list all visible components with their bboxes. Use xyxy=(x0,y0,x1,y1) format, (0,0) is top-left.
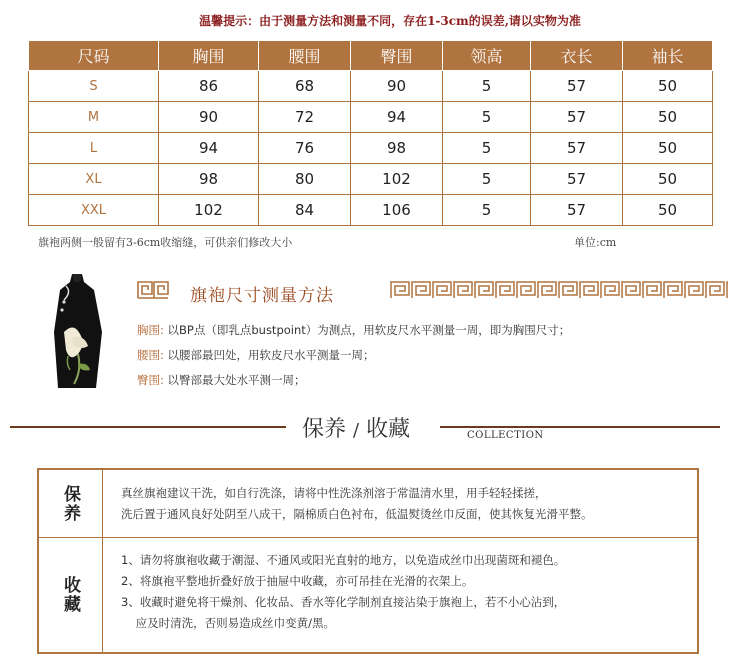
greek-key-border-icon xyxy=(390,281,728,299)
store-key xyxy=(39,538,103,652)
table-cell: 57 xyxy=(531,133,623,164)
table-cell: 86 xyxy=(159,71,259,102)
header-collar: 领高 xyxy=(443,41,531,71)
wash-line: 洗后置于通风良好处阴至八成干，隔棉质白色衬布，低温熨烫丝巾反面，使其恢复光滑平整。 xyxy=(121,507,593,521)
table-row xyxy=(29,164,713,195)
table-cell: 102 xyxy=(351,164,443,195)
table-cell: 94 xyxy=(351,102,443,133)
waist-label: 腰围: xyxy=(137,348,164,362)
table-row xyxy=(29,102,713,133)
table-cell: 50 xyxy=(623,71,713,102)
header-size: 尺码 xyxy=(29,41,159,71)
table-cell: 106 xyxy=(351,195,443,226)
hip-text: 以臀部最大处水平测一周； xyxy=(163,373,306,387)
store-text xyxy=(121,550,565,634)
divider-right xyxy=(440,426,720,428)
table-cell: 90 xyxy=(159,102,259,133)
hip-method-line xyxy=(137,372,306,388)
table-cell: 50 xyxy=(623,133,713,164)
table-cell: 57 xyxy=(531,195,623,226)
table-cell: 72 xyxy=(259,102,351,133)
care-section-title xyxy=(302,412,410,443)
table-cell: 94 xyxy=(159,133,259,164)
table-cell: 68 xyxy=(259,71,351,102)
qipao-illustration-icon xyxy=(44,272,110,392)
table-cell: 57 xyxy=(531,102,623,133)
size-cell: L xyxy=(29,133,159,164)
store-line: 1、请勿将旗袍收藏于潮湿、不通风或阳光直射的地方，以免造成丝巾出现菌斑和褪色。 xyxy=(121,553,566,567)
table-note: 旗袍两侧一般留有3-6cm收缩缝，可供亲们修改大小 xyxy=(38,236,293,249)
table-cell: 57 xyxy=(531,164,623,195)
table-cell: 76 xyxy=(259,133,351,164)
table-row xyxy=(29,71,713,102)
store-line: 2、将旗袍平整地折叠好放于抽屉中收藏，亦可吊挂在光滑的衣架上。 xyxy=(121,574,474,588)
wash-row xyxy=(39,470,697,538)
size-table xyxy=(28,40,713,226)
bust-text: 以BP点（即乳点bustpoint）为测点，用软皮尺水平测量一周，即为胸围尺寸； xyxy=(163,323,571,337)
greek-key-ornament-icon xyxy=(137,281,169,299)
table-cell: 5 xyxy=(443,195,531,226)
hip-label: 臀围: xyxy=(137,373,164,387)
store-row xyxy=(39,538,697,652)
table-cell: 80 xyxy=(259,164,351,195)
table-cell: 50 xyxy=(623,102,713,133)
care-title-slash: / xyxy=(353,420,360,441)
care-title-b: 收藏 xyxy=(366,417,411,442)
table-cell: 5 xyxy=(443,164,531,195)
table-cell: 5 xyxy=(443,71,531,102)
header-waist: 腰围 xyxy=(259,41,351,71)
table-cell: 90 xyxy=(351,71,443,102)
wash-key xyxy=(39,470,103,537)
measure-method-title: 旗袍尺寸测量方法 xyxy=(190,286,334,306)
divider-left xyxy=(10,426,286,428)
header-length: 衣长 xyxy=(531,41,623,71)
size-cell: S xyxy=(29,71,159,102)
table-cell: 50 xyxy=(623,164,713,195)
table-cell: 84 xyxy=(259,195,351,226)
size-cell: XL xyxy=(29,164,159,195)
table-row xyxy=(29,195,713,226)
table-cell: 5 xyxy=(443,133,531,164)
store-key-label: 收藏 xyxy=(60,576,80,614)
table-cell: 102 xyxy=(159,195,259,226)
table-row xyxy=(29,133,713,164)
header-hip: 臀围 xyxy=(351,41,443,71)
size-table-header xyxy=(29,41,713,71)
unit-note: 单位:cm xyxy=(574,236,617,249)
size-cell: XXL xyxy=(29,195,159,226)
store-line: 3、收藏时避免将干燥剂、化妆品、香水等化学制剂直接沾染于旗袍上，若不小心沾到， xyxy=(121,595,566,609)
table-cell: 98 xyxy=(159,164,259,195)
measurement-notice: 温馨提示：由于测量方法和测量不同，存在1-3cm的误差,请以实物为准 xyxy=(199,14,581,28)
care-title-a: 保养 xyxy=(302,417,347,442)
wash-text xyxy=(121,483,593,525)
bust-label: 胸围: xyxy=(137,323,164,337)
wash-line: 真丝旗袍建议干洗，如自行洗涤，请将中性洗涤剂溶于常温清水里，用手轻轻揉搓， xyxy=(121,486,547,500)
header-bust: 胸围 xyxy=(159,41,259,71)
collection-subtitle: COLLECTION xyxy=(467,430,544,441)
bust-method-line xyxy=(137,322,570,338)
size-cell: M xyxy=(29,102,159,133)
table-cell: 50 xyxy=(623,195,713,226)
table-cell: 98 xyxy=(351,133,443,164)
waist-text: 以腰部最凹处，用软皮尺水平测量一周； xyxy=(163,348,375,362)
table-cell: 5 xyxy=(443,102,531,133)
table-cell: 57 xyxy=(531,71,623,102)
care-instructions-box xyxy=(37,468,699,654)
wash-key-label: 保养 xyxy=(60,484,80,523)
store-line: 应及时清洗，否则易造成丝巾变黄/黑。 xyxy=(121,616,335,630)
header-sleeve: 袖长 xyxy=(623,41,713,71)
waist-method-line xyxy=(137,347,375,363)
